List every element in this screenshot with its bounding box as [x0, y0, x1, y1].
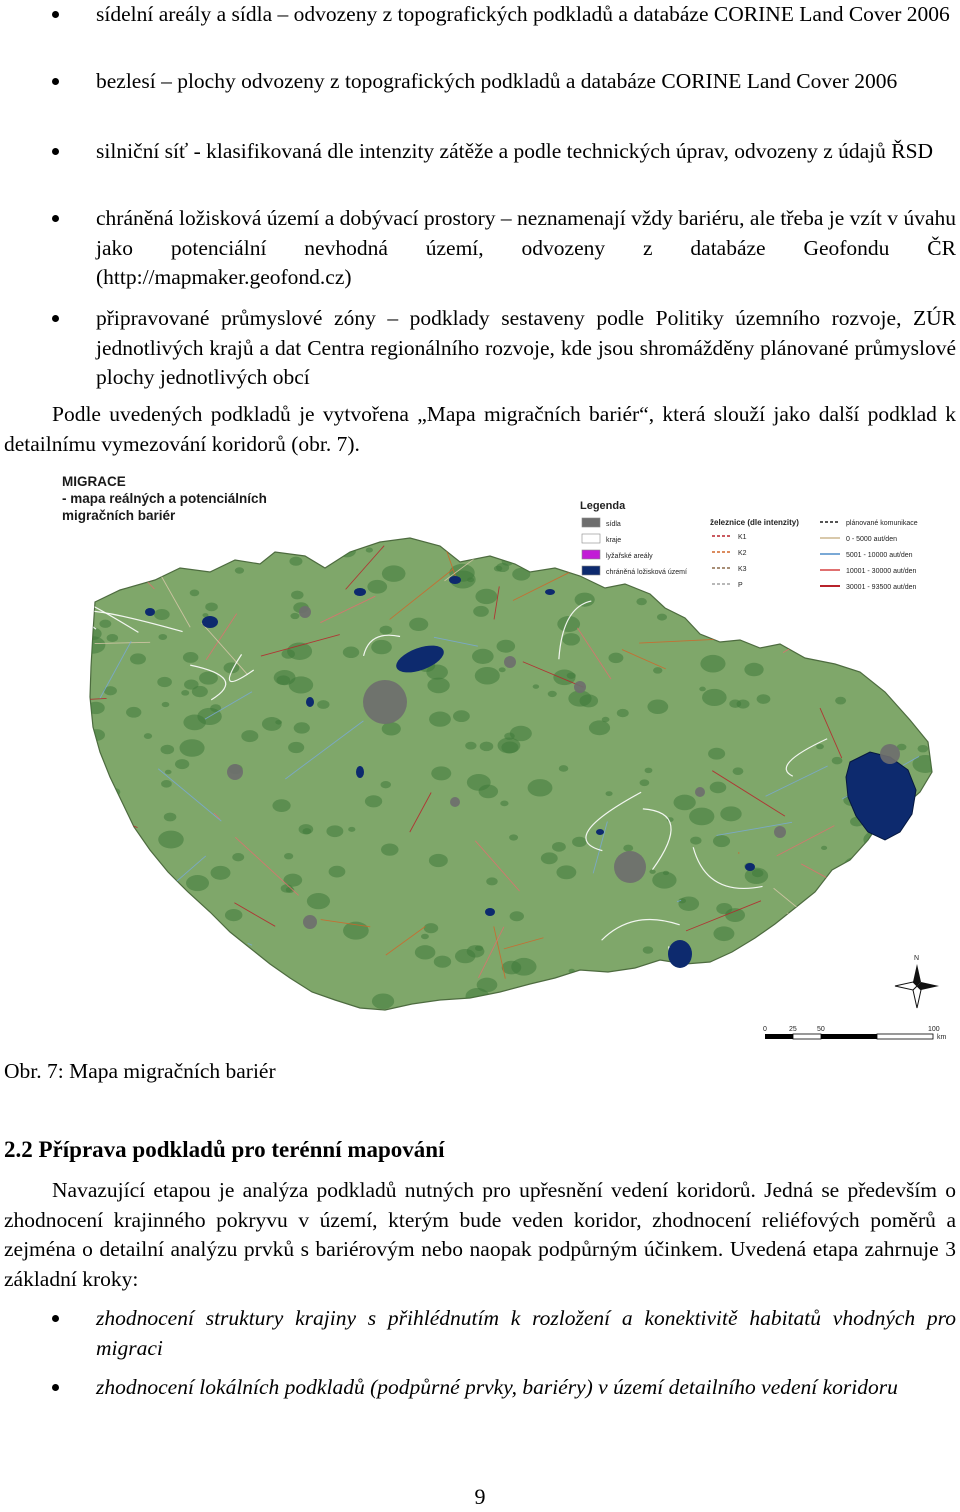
- bullet-item: [96, 137, 956, 167]
- bullet-icon: [52, 148, 59, 155]
- svg-text:K1: K1: [738, 534, 747, 541]
- scale-label: 100: [928, 1026, 940, 1033]
- legend-item: [820, 520, 918, 527]
- bullet-text: bezlesí – plochy odvozeny z topografických podkladů a databáze CORINE Land Cover 2006: [96, 69, 898, 93]
- svg-text:plánované komunikace: plánované komunikace: [846, 520, 918, 527]
- legend-item: [820, 536, 897, 543]
- map-title-line1: MIGRACE: [62, 474, 126, 489]
- bullet-icon: [52, 315, 59, 322]
- svg-text:chráněná ložisková území: chráněná ložisková území: [606, 569, 687, 576]
- bullet-icon: [52, 78, 59, 85]
- legend-item: [582, 550, 653, 560]
- svg-text:10001 - 30000 aut/den: 10001 - 30000 aut/den: [846, 568, 917, 575]
- svg-text:0 - 5000 aut/den: 0 - 5000 aut/den: [846, 536, 897, 543]
- svg-text:sídla: sídla: [606, 521, 621, 528]
- figure-caption: Obr. 7: Mapa migračních bariér: [4, 1059, 276, 1083]
- legend-item: [820, 584, 917, 591]
- scale-label: 50: [817, 1026, 825, 1033]
- svg-text:P: P: [738, 582, 743, 589]
- bullet-item: [96, 204, 956, 293]
- legend-item: [712, 582, 743, 589]
- bullet-icon: [52, 1384, 59, 1391]
- map-title-line3: migračních bariér: [62, 508, 176, 523]
- legend-item: [582, 534, 621, 544]
- north-label: N: [914, 955, 920, 962]
- scale-bar: [763, 1026, 947, 1041]
- bullet-item: [96, 304, 956, 393]
- legend-railway-title: železnice (dle intenzity): [710, 518, 799, 527]
- scale-label: 0: [763, 1026, 767, 1033]
- czech-map: [60, 523, 960, 1044]
- map-title-line2: - mapa reálných a potenciálních: [62, 491, 267, 506]
- bullet-icon: [52, 215, 59, 222]
- legend-item: [820, 568, 917, 575]
- legend-item: [712, 534, 747, 541]
- scale-label: 25: [789, 1026, 797, 1033]
- migration-barrier-map: [60, 472, 960, 1052]
- bullet-item: [96, 1373, 956, 1403]
- bullet-item: [96, 67, 956, 97]
- bullet-text: sídelní areály a sídla – odvozeny z topografických podkladů a databáze CORINE Land Cover 2006: [96, 2, 950, 26]
- legend-item: [712, 550, 747, 557]
- legend-title: Legenda: [580, 500, 626, 512]
- paragraph-text: Podle uvedených podkladů je vytvořena „Mapa migračních bariér“, která slouží jako další podklad k detailnímu vymezování koridorů (obr. 7).: [4, 402, 956, 456]
- bullet-text: připravované průmyslové zóny – podklady sestaveny podle Politiky územního rozvoje, ZÚR jednotlivých krajů a dat Centra regionálního rozvoje, kde jsou shromážděny plánované průmyslové plochy jednotlivých obcí: [96, 306, 956, 389]
- legend-item: [582, 518, 621, 528]
- legend-item: [820, 552, 913, 559]
- map-legend: [580, 500, 918, 591]
- scale-unit: km: [937, 1034, 947, 1041]
- svg-text:K2: K2: [738, 550, 747, 557]
- bullet-text: chráněná ložisková území a dobývací prostory – neznamenají vždy bariéru, ale třeba je vzít v úvahu jako potenciální nevhodná území, odvozeny z databáze Geofondu ČR (http://mapmaker.geofond.cz): [96, 206, 956, 289]
- bullet-icon: [52, 11, 59, 18]
- legend-item: [582, 566, 687, 576]
- map-svg: [60, 472, 960, 1052]
- svg-text:lyžařské areály: lyžařské areály: [606, 553, 653, 560]
- bullet-text: zhodnocení struktury krajiny s přihlédnutím k rozložení a konektivitě habitatů vhodných pro migraci: [96, 1306, 956, 1360]
- bullet-icon: [52, 1315, 59, 1322]
- north-arrow-icon: [895, 955, 939, 1008]
- paragraph-map-intro: [4, 400, 956, 459]
- bullet-item: [96, 1304, 956, 1363]
- bullet-item: [96, 0, 956, 30]
- svg-text:30001 - 93500 aut/den: 30001 - 93500 aut/den: [846, 584, 917, 591]
- svg-text:5001 - 10000 aut/den: 5001 - 10000 aut/den: [846, 552, 913, 559]
- page-number: 9: [474, 1484, 486, 1509]
- bullet-text: silniční síť - klasifikovaná dle intenzity zátěže a podle technických úprav, odvozeny z údajů ŘSD: [96, 139, 934, 163]
- paragraph-text: Navazující etapou je analýza podkladů nutných pro upřesnění vedení koridorů. Jedná se především o zhodnocení krajinného pokryvu v území, kterým bude veden koridor, zhodnocení reliéfových poměrů a zejména o detailní analýzu prvků s bariérovým nebo naopak podpůrným účinkem. Uvedená etapa zahrnuje 3 základní kroky:: [4, 1178, 956, 1291]
- bullet-text: zhodnocení lokálních podkladů (podpůrné prvky, bariéry) v území detailního vedení koridoru: [96, 1375, 898, 1399]
- legend-item: [712, 566, 747, 573]
- svg-text:kraje: kraje: [606, 537, 622, 544]
- section-heading: 2.2 Příprava podkladů pro terénní mapování: [4, 1137, 445, 1162]
- svg-text:K3: K3: [738, 566, 747, 573]
- paragraph-section: [4, 1176, 956, 1294]
